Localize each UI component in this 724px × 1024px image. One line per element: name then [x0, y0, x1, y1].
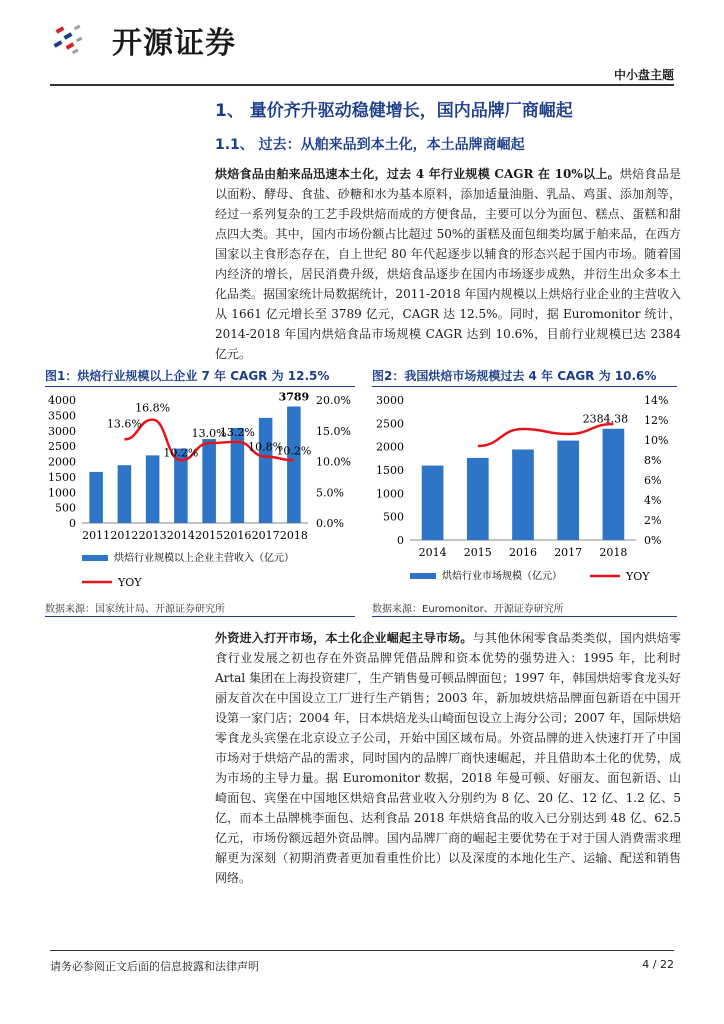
x-tick-label: 2016 [223, 529, 252, 542]
x-tick-label: 2017 [251, 529, 280, 542]
legend-bar-label: 烘焙行业市场规模（亿元） [442, 571, 562, 582]
figure-2-source: 数据来源：Euromonitor、开源证券研究所 [372, 604, 564, 615]
report-topic: 中小盘主题 [613, 68, 674, 82]
data-label: 3789 [278, 390, 310, 404]
y-tick-left: 2500 [376, 417, 404, 431]
y-tick-right: 4% [644, 494, 662, 507]
legend-bar-swatch [410, 573, 436, 579]
y-tick-right: 2% [644, 514, 662, 527]
paragraph-2 [215, 628, 681, 888]
bar [603, 429, 625, 540]
brand-logo-icon [50, 20, 105, 60]
data-label: 16.8% [135, 401, 171, 415]
y-tick-right: 20.0% [316, 394, 351, 407]
subsection-title: 1.1、 过去：从舶来品到本土化，本土品牌商崛起 [215, 137, 525, 153]
y-tick-right: 8% [644, 454, 662, 467]
section-title: 1、 量价齐升驱动稳健增长，国内品牌厂商崛起 [215, 101, 573, 121]
bar [89, 472, 103, 523]
data-label: 13.0% [191, 427, 227, 441]
brand-name: 开源证券 [112, 26, 236, 61]
y-tick-left: 1000 [376, 487, 404, 501]
x-tick-label: 2012 [110, 529, 139, 542]
paragraph-1 [215, 164, 681, 364]
y-tick-right: 5.0% [316, 486, 344, 500]
bar [146, 455, 160, 523]
figure-1-bottom-rule [45, 616, 355, 617]
bar [287, 406, 301, 523]
y-tick-left: 500 [383, 510, 404, 524]
figure-1-caption: 图1：烘焙行业规模以上企业 7 年 CAGR 为 12.5% [45, 369, 330, 383]
x-tick-label: 2016 [509, 546, 537, 559]
bar [512, 449, 534, 540]
data-label: 10.2% [276, 444, 312, 458]
bar [202, 439, 216, 523]
x-tick-label: 2015 [195, 529, 224, 542]
footer-disclaimer: 请务必参阅正文后面的信息披露和法律声明 [50, 960, 259, 973]
bar [422, 466, 444, 540]
x-tick-label: 2013 [138, 529, 167, 542]
y-tick-left: 4000 [48, 394, 76, 407]
y-tick-left: 500 [55, 501, 76, 515]
y-tick-left: 1500 [48, 470, 76, 484]
y-tick-right: 10.0% [316, 455, 351, 469]
y-tick-left: 2500 [48, 440, 76, 454]
y-tick-left: 0 [69, 517, 76, 530]
paragraph-1-lead: 烘焙食品由舶来品迅速本土化，过去 4 年行业规模 CAGR 在 10%以上。 [215, 167, 620, 181]
bar [467, 458, 489, 540]
y-tick-right: 0.0% [316, 517, 344, 530]
y-tick-right: 10% [644, 434, 669, 447]
y-tick-left: 3500 [48, 409, 76, 423]
y-tick-right: 14% [644, 394, 669, 407]
y-tick-left: 2000 [376, 440, 404, 454]
figure-1-source: 数据来源：国家统计局、开源证券研究所 [45, 604, 225, 615]
page-number: 4 / 22 [642, 958, 674, 971]
yoy-line [478, 424, 614, 446]
bar [557, 441, 579, 540]
x-tick-label: 2017 [554, 546, 583, 559]
chart-market-size [368, 390, 680, 590]
data-label: 13.6% [106, 417, 142, 431]
paragraph-2-body: 与其他休闲零食品类类似，国内烘焙零食行业发展之初也存在外资品牌凭借品牌和资本优势的强势进入：1995 年，比利时 Artal 集团在上海投资建厂，生产销售曼可顿品牌面包；1997 年，韩国烘焙零食龙头好丽友首次在中国设立工厂进行生产销售；2003 年，新加坡烘焙品牌面包新语在中国开设第一家门店；2004 年，日本烘焙龙头山崎面包设立上海分公司；2007 年，国际烘焙零食龙头宾堡在北京设立子公司，开始中国区域布局。外资品牌的进入快速打开了中国市场对于烘焙产品的需求，同时国内的品牌厂商快速崛起，并且借助本土化的优势，成为市场的主导力量。据 Euromonitor 数据，2018 年曼可顿、好丽友、面包新语、山崎面包、宾堡在中国地区烘焙食品营业收入分别约为 8 亿、20 亿、12 亿、1.2 亿、5 亿，而本土品牌桃李面包、达利食品 2018 年烘焙食品的收入已分别达到 48 亿、62.5 亿元，市场份额远超外资品牌。国内品牌厂商的崛起主要优势在于对于国人消费需求理解更为深刻（初期消费者更加看重性价比）以及深度的本地化生产、运输、配送和销售网络。 [215, 631, 681, 885]
legend-line-label: YOY [118, 576, 142, 589]
y-tick-right: 15.0% [316, 424, 351, 438]
footer-divider [50, 950, 674, 951]
chart-industry-revenue [40, 390, 360, 590]
figure-1-rule [45, 386, 355, 387]
x-tick-label: 2011 [82, 529, 111, 542]
bar [118, 465, 132, 523]
x-tick-label: 2015 [463, 546, 492, 559]
paragraph-1-body: 烘焙食品是以面粉、酵母、食盐、砂糖和水为基本原料，添加适量油脂、乳品、鸡蛋、添加剂等，经过一系列复杂的工艺手段烘焙而成的方便食品，主要可以分为面包、糕点、蛋糕和甜点四大类。其中，国内市场份额占比超过 50%的蛋糕及面包细类均属于舶来品，在西方国家以主食形态存在，自上世纪 80 年代起逐步以辅食的形态兴起于国内市场。随着国内经济的增长，居民消费升级，烘焙食品逐步在国内市场逐步成熟，并衍生出众多本土化品类。据国家统计局数据统计，2011-2018 年国内规模以上烘焙行业企业的主营收入从 1661 亿元增长至 3789 亿元，CAGR 达 12.5%。同时，据 Euromonitor 统计，2014-2018 年国内烘焙食品市场规模 CAGR 达到 10.6%，目前行业规模已达 2384 亿元。 [215, 167, 681, 361]
header-divider [50, 84, 674, 86]
y-tick-left: 1000 [48, 486, 76, 500]
data-label: 2384.38 [582, 412, 629, 426]
figure-2-bottom-rule [372, 616, 677, 617]
x-tick-label: 2014 [418, 546, 447, 559]
legend-bar-label: 烘焙行业规模以上企业主营收入（亿元） [114, 553, 294, 564]
x-tick-label: 2018 [279, 529, 308, 542]
y-tick-left: 3000 [376, 394, 404, 407]
y-tick-right: 12% [644, 414, 669, 427]
data-label: 10.2% [163, 446, 199, 460]
figure-2-rule [372, 386, 677, 387]
x-tick-label: 2014 [166, 529, 195, 542]
y-tick-left: 1500 [376, 464, 404, 477]
legend-bar-swatch [82, 555, 108, 561]
paragraph-2-lead: 外资进入打开市场，本土化企业崛起主导市场。 [215, 631, 473, 645]
figure-2-caption: 图2：我国烘焙市场规模过去 4 年 CAGR 为 10.6% [372, 369, 657, 383]
data-label: 10.8% [248, 440, 284, 454]
y-tick-left: 0 [397, 534, 404, 547]
x-tick-label: 2018 [599, 546, 628, 559]
y-tick-left: 3000 [48, 424, 76, 438]
y-tick-left: 2000 [48, 455, 76, 469]
bar [259, 418, 273, 523]
legend-line-label: YOY [626, 570, 650, 583]
data-label: 13.2% [219, 425, 255, 439]
y-tick-right: 0% [644, 534, 662, 547]
y-tick-right: 6% [644, 474, 662, 487]
